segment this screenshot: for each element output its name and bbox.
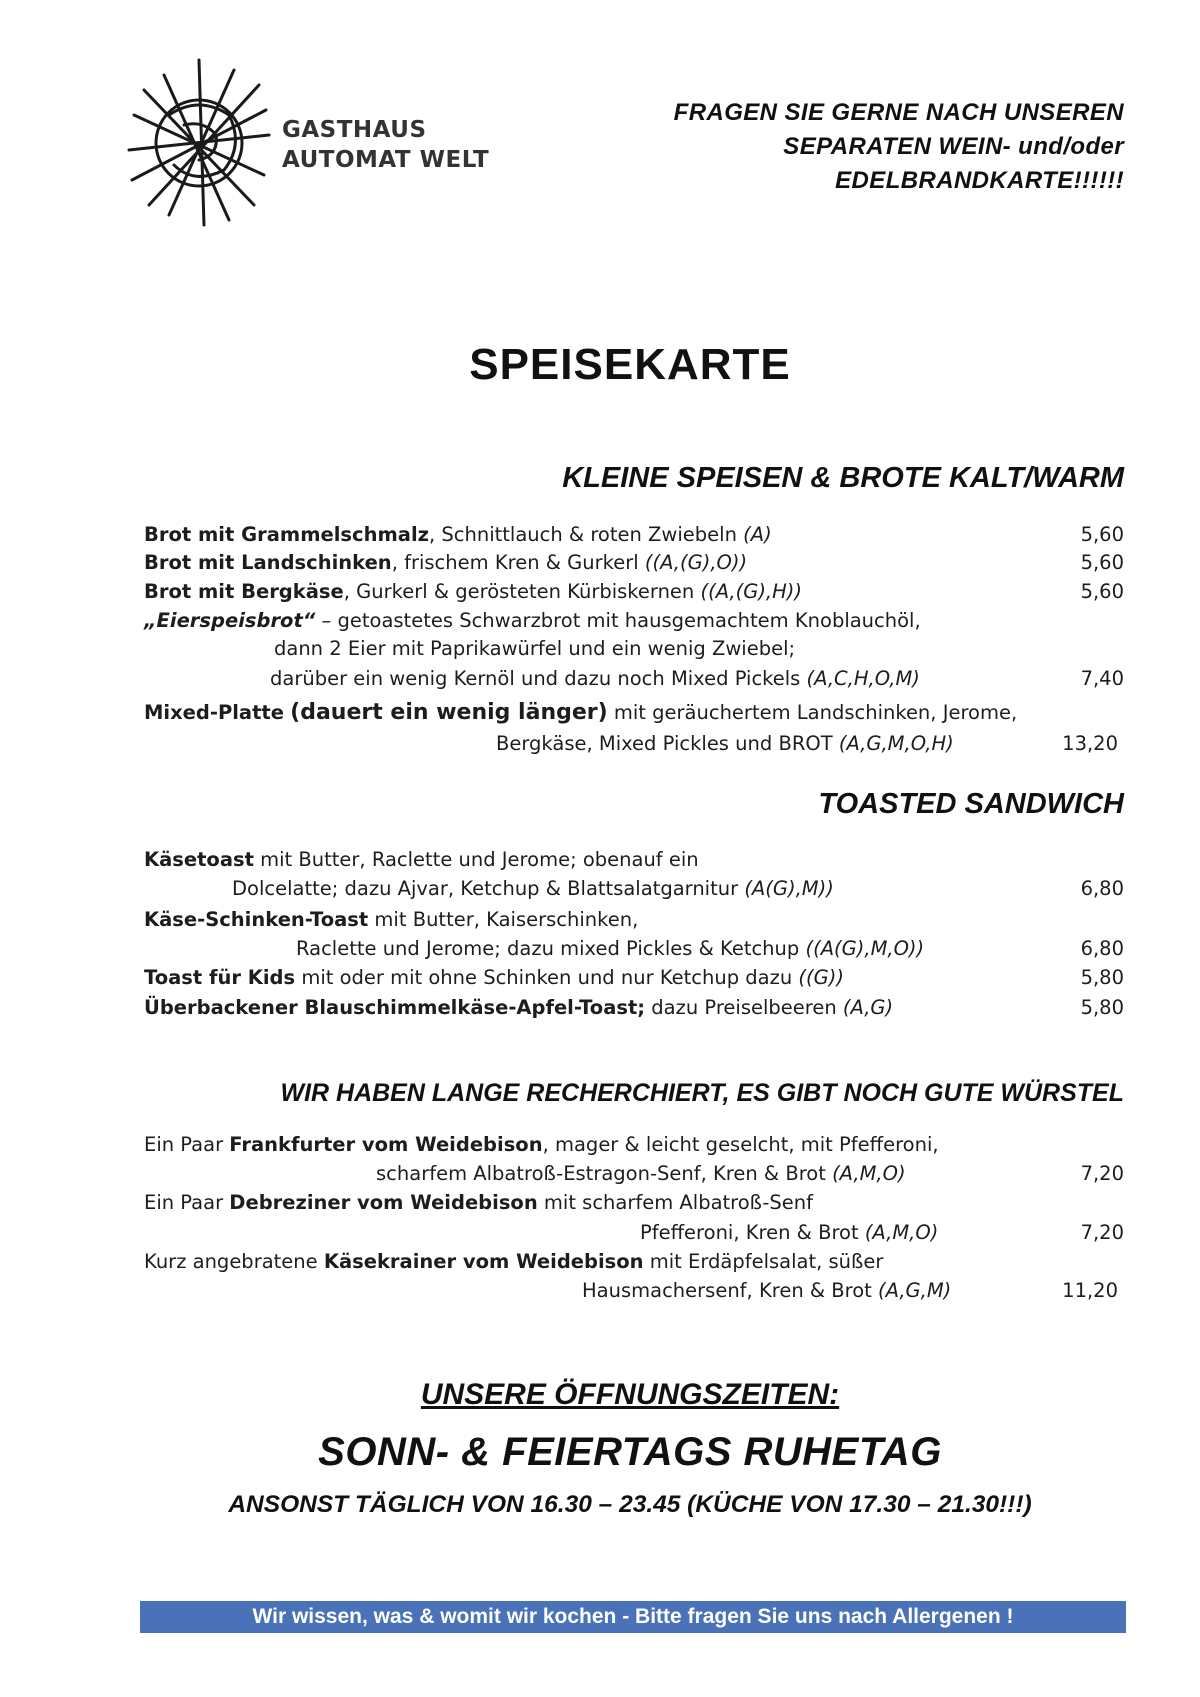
item-allergens: (A,M,O) bbox=[832, 1162, 906, 1185]
menu-item-mixed-platte bbox=[144, 700, 1017, 725]
item-allergens: (A,G,M) bbox=[878, 1279, 952, 1302]
brand-line-2: AUTOMAT WELT bbox=[282, 147, 490, 173]
page-title: SPEISEKARTE bbox=[469, 340, 791, 389]
item-price: 5,80 bbox=[1080, 966, 1124, 989]
item-price: 5,60 bbox=[1080, 551, 1124, 574]
opening-hours-title: UNSERE ÖFFNUNGSZEITEN: bbox=[420, 1378, 840, 1411]
item-name: Überbackener Blauschimmelkäse-Apfel-Toast; bbox=[144, 996, 646, 1019]
item-name: Käsetoast bbox=[144, 848, 254, 871]
item-allergens: ((G)) bbox=[798, 966, 844, 989]
item-name: Brot mit Landschinken bbox=[144, 551, 392, 574]
item-description: , mager & leicht geselcht, mit Pfefferoni, bbox=[542, 1133, 939, 1156]
menu-item-eierspeisbrot bbox=[144, 609, 921, 632]
item-description: Pfefferoni, Kren & Brot bbox=[640, 1221, 865, 1244]
section-heading-kleine-speisen: KLEINE SPEISEN & BROTE KALT/WARM bbox=[562, 462, 1124, 494]
item-name: „Eierspeisbrot“ bbox=[144, 609, 316, 632]
item-price: 6,80 bbox=[1080, 877, 1124, 900]
item-description-continued bbox=[640, 1221, 938, 1244]
menu-item-kaesetoast bbox=[144, 848, 699, 871]
item-name: Toast für Kids bbox=[144, 966, 296, 989]
item-name: Debreziner vom Weidebison bbox=[229, 1191, 538, 1214]
restaurant-logo-icon bbox=[124, 55, 274, 230]
item-description: Dolcelatte; dazu Ajvar, Ketchup & Blattsalatgarnitur bbox=[232, 877, 745, 900]
item-description: , Gurkerl & gerösteten Kürbiskernen bbox=[343, 580, 701, 603]
item-description: mit scharfem Albatroß-Senf bbox=[537, 1191, 813, 1214]
notice-line-3: EDELBRANDKARTE!!!!!! bbox=[835, 167, 1124, 194]
item-allergens: (A,C,H,O,M) bbox=[806, 667, 920, 690]
item-price: 7,20 bbox=[1080, 1162, 1124, 1185]
item-description: mit Erdäpfelsalat, süßer bbox=[643, 1250, 884, 1273]
item-name: Frankfurter vom Weidebison bbox=[229, 1133, 543, 1156]
allergen-info-banner: Wir wissen, was & womit wir kochen - Bitte fragen Sie uns nach Allergenen ! bbox=[140, 1601, 1126, 1633]
item-name: Brot mit Grammelschmalz bbox=[144, 523, 429, 546]
item-description-continued: dann 2 Eier mit Paprikawürfel und ein wenig Zwiebel; bbox=[274, 637, 796, 660]
item-prefix: Ein Paar bbox=[144, 1191, 230, 1214]
item-allergens: ((A(G),M,O)) bbox=[805, 937, 925, 960]
notice-line-1: FRAGEN SIE GERNE NACH UNSEREN bbox=[673, 99, 1124, 126]
item-price: 6,80 bbox=[1080, 937, 1124, 960]
wine-list-notice bbox=[564, 96, 1124, 198]
brand-line-1: GASTHAUS bbox=[282, 117, 427, 143]
daily-hours: ANSONST TÄGLICH VON 16.30 – 23.45 (KÜCHE VON 17.30 – 21.30!!!) bbox=[228, 1491, 1032, 1518]
item-description-continued bbox=[376, 1162, 906, 1185]
item-name: Käse-Schinken-Toast bbox=[144, 908, 369, 931]
section-heading-toasted-sandwich: TOASTED SANDWICH bbox=[818, 788, 1124, 820]
item-allergens: (A(G),M)) bbox=[744, 877, 834, 900]
menu-item-debreziner bbox=[144, 1191, 813, 1214]
brand-name bbox=[282, 115, 489, 175]
item-description-continued bbox=[496, 732, 954, 755]
item-description: darüber ein wenig Kernöl und dazu noch Mixed Pickels bbox=[270, 667, 807, 690]
menu-item-kaese-schinken-toast bbox=[144, 908, 638, 931]
menu-item-toast-fuer-kids bbox=[144, 966, 844, 989]
item-name: Mixed-Platte bbox=[144, 701, 284, 724]
item-description: , frischem Kren & Gurkerl bbox=[391, 551, 645, 574]
item-allergens: (A,G,M,O,H) bbox=[838, 732, 954, 755]
item-description: Hausmachersenf, Kren & Brot bbox=[582, 1279, 879, 1302]
menu-item-grammelschmalz bbox=[144, 523, 772, 546]
item-description: mit Butter, Raclette und Jerome; obenauf ein bbox=[253, 848, 699, 871]
item-description: – getoastetes Schwarzbrot mit hausgemachtem Knoblauchöl, bbox=[315, 609, 921, 632]
menu-item-bergkaese bbox=[144, 580, 802, 603]
item-description-continued bbox=[232, 877, 834, 900]
item-price: 5,80 bbox=[1080, 996, 1124, 1019]
item-price: 13,20 bbox=[1062, 732, 1118, 755]
rest-day-notice: SONN- & FEIERTAGS RUHETAG bbox=[318, 1430, 942, 1474]
item-description: , Schnittlauch & roten Zwiebeln bbox=[429, 523, 744, 546]
item-description: Raclette und Jerome; dazu mixed Pickles & Ketchup bbox=[296, 937, 806, 960]
item-description: mit oder mit ohne Schinken und nur Ketchup dazu bbox=[295, 966, 799, 989]
item-description: scharfem Albatroß-Estragon-Senf, Kren & Brot bbox=[376, 1162, 833, 1185]
section-heading-wuerstel: WIR HABEN LANGE RECHERCHIERT, ES GIBT NOCH GUTE WÜRSTEL bbox=[280, 1079, 1124, 1107]
item-prefix: Ein Paar bbox=[144, 1133, 230, 1156]
item-allergens: (A) bbox=[743, 523, 772, 546]
item-description: mit geräuchertem Landschinken, Jerome, bbox=[607, 701, 1018, 724]
item-name: Brot mit Bergkäse bbox=[144, 580, 344, 603]
item-price: 11,20 bbox=[1062, 1279, 1118, 1302]
menu-item-kaesekrainer bbox=[144, 1250, 883, 1273]
item-price: 5,60 bbox=[1080, 580, 1124, 603]
item-allergens: ((A,(G),O)) bbox=[644, 551, 748, 574]
item-note: (dauert ein wenig länger) bbox=[290, 700, 608, 725]
item-description: Bergkäse, Mixed Pickles und BROT bbox=[496, 732, 839, 755]
menu-item-frankfurter bbox=[144, 1133, 939, 1156]
item-allergens: (A,M,O) bbox=[864, 1221, 939, 1244]
item-allergens: (A,G) bbox=[842, 996, 894, 1019]
item-description: dazu Preiselbeeren bbox=[645, 996, 843, 1019]
notice-line-2: SEPARATEN WEIN- und/oder bbox=[783, 133, 1124, 160]
item-description-continued bbox=[582, 1279, 951, 1302]
item-price: 5,60 bbox=[1080, 523, 1124, 546]
item-price: 7,20 bbox=[1080, 1221, 1124, 1244]
item-allergens: ((A,(G),H)) bbox=[700, 580, 803, 603]
item-description: mit Butter, Kaiserschinken, bbox=[368, 908, 639, 931]
item-name: Käsekrainer vom Weidebison bbox=[323, 1250, 644, 1273]
menu-item-landschinken bbox=[144, 551, 747, 574]
menu-item-blauschimmelkaese-toast bbox=[144, 996, 893, 1019]
item-description-continued bbox=[296, 937, 924, 960]
item-description-continued bbox=[270, 667, 920, 690]
item-price: 7,40 bbox=[1080, 667, 1124, 690]
item-prefix: Kurz angebratene bbox=[144, 1250, 324, 1273]
